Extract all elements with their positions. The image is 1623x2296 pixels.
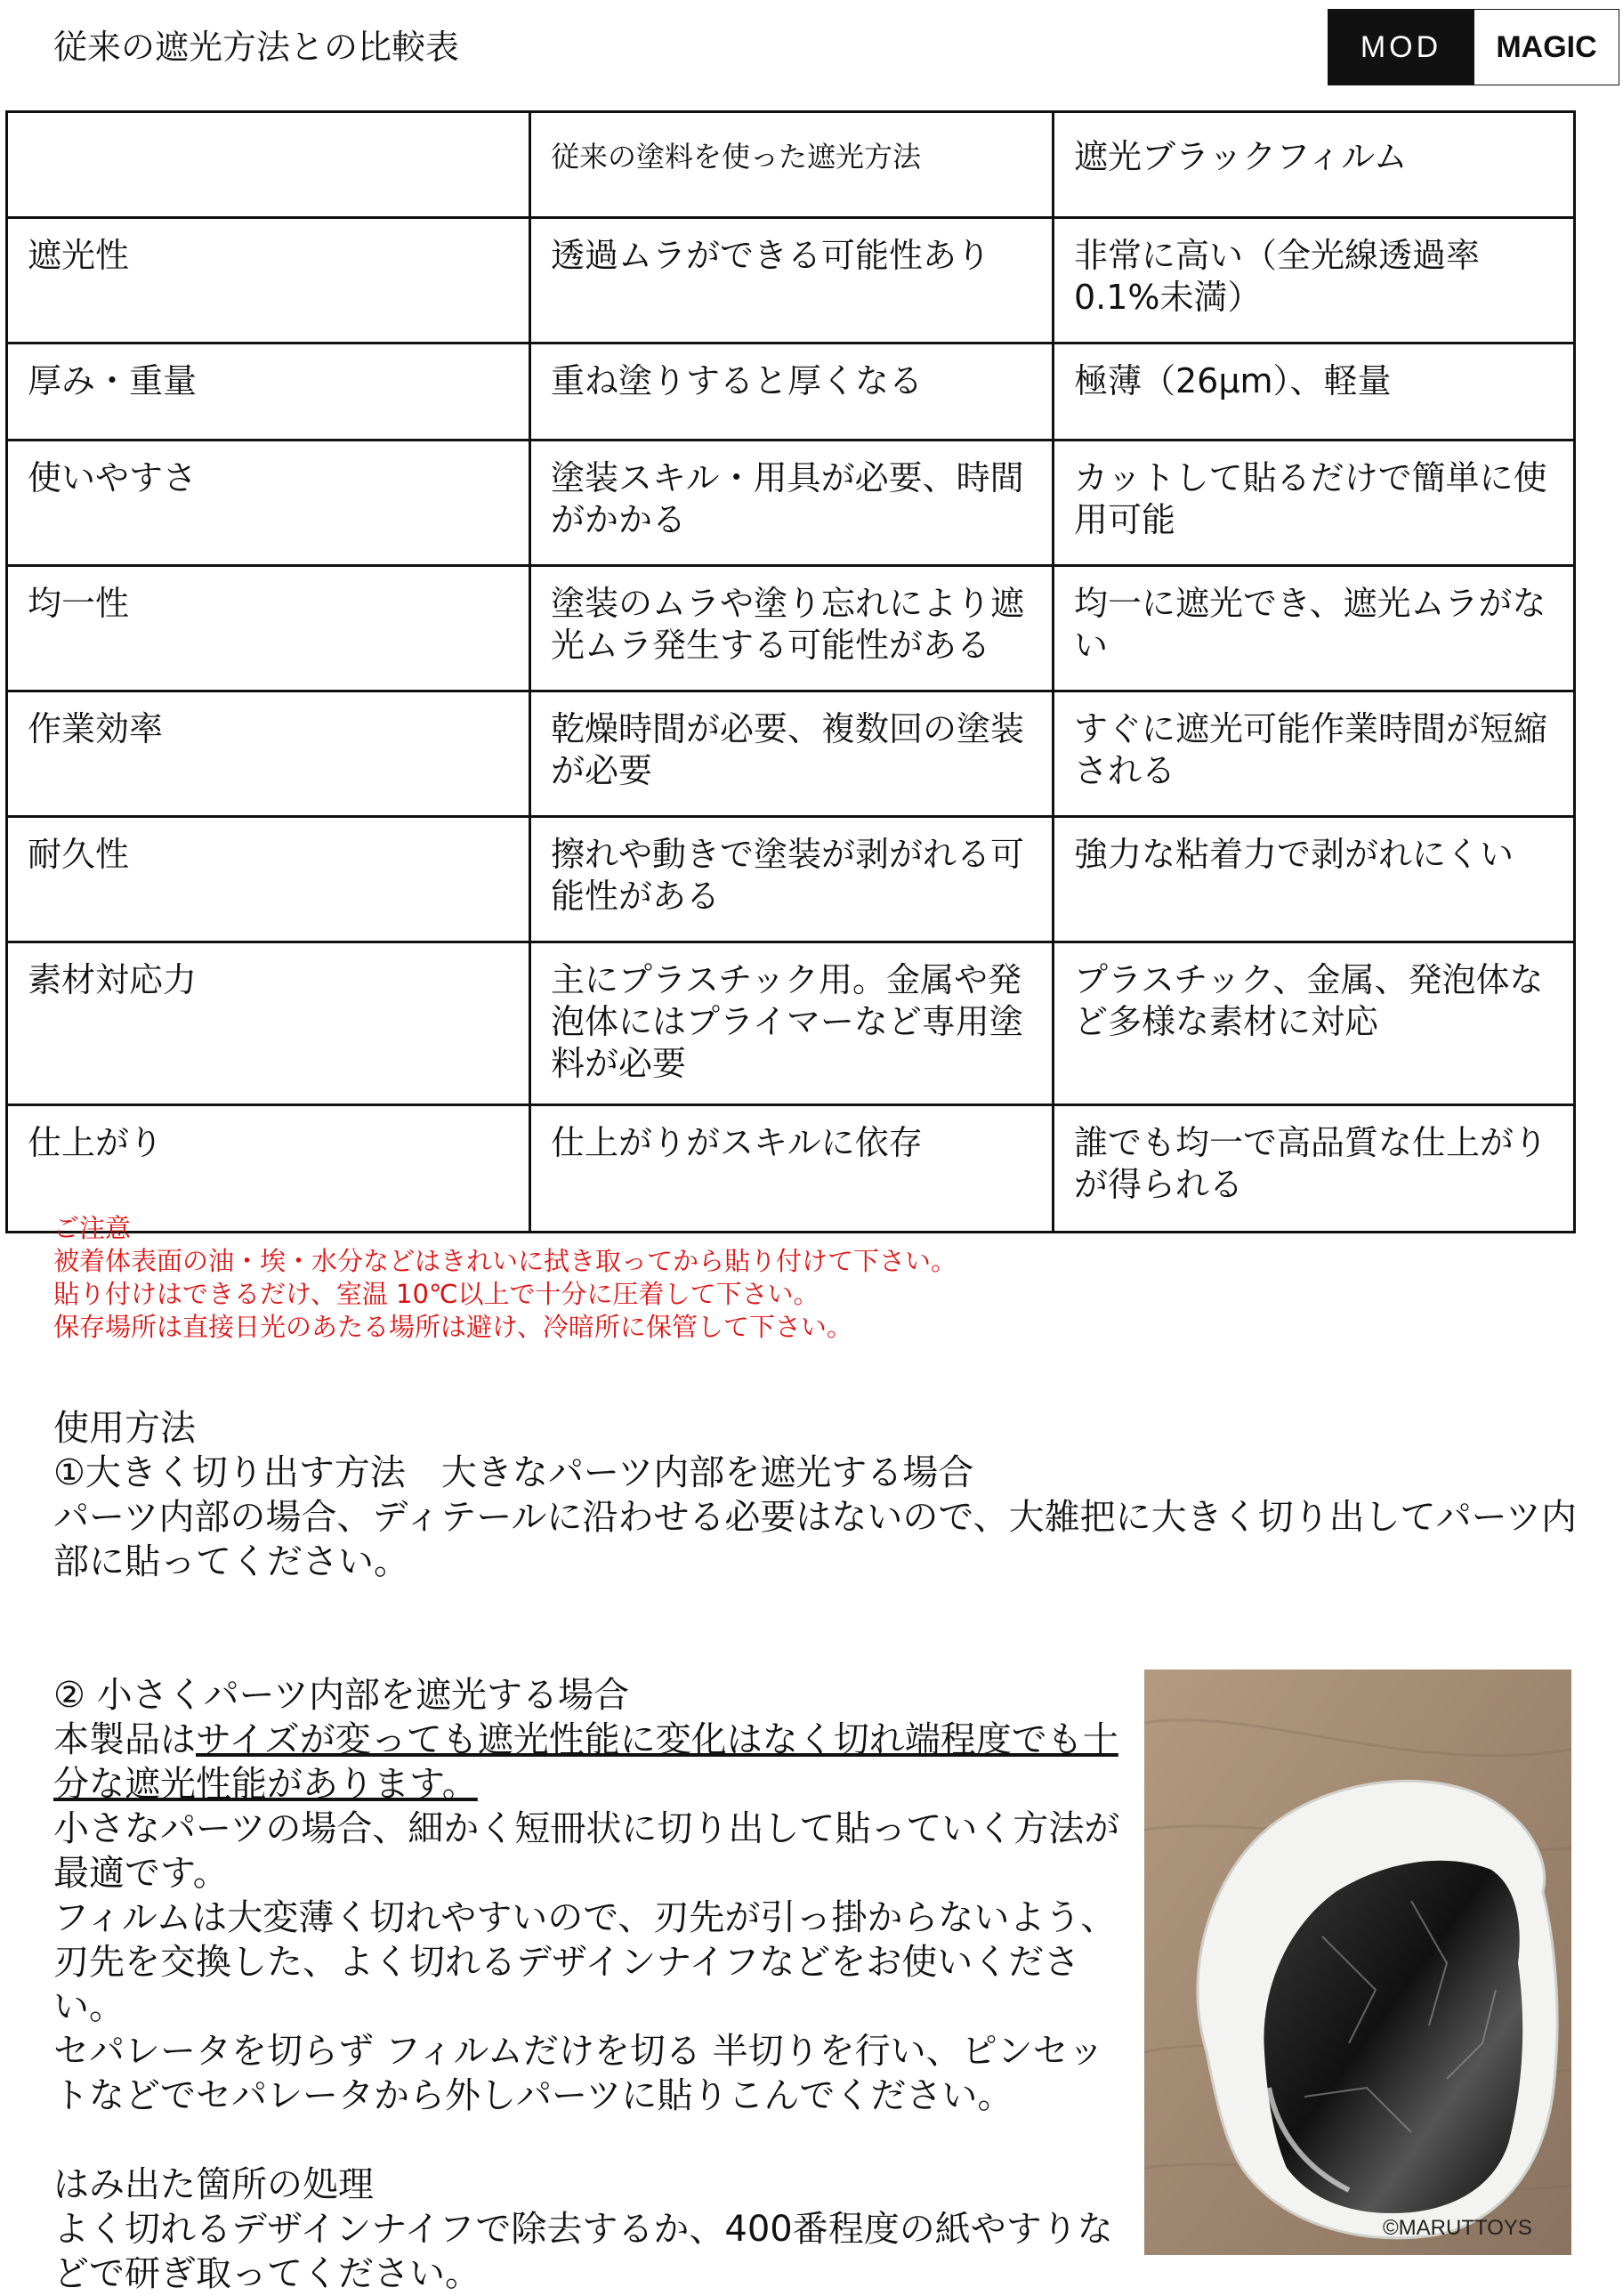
film-cell: 強力な粘着力で剥がれにくい <box>1054 817 1575 942</box>
product-photo-illustration <box>1144 1669 1571 2255</box>
row-label: 使いやすさ <box>7 441 530 566</box>
method2-performance-note <box>53 1718 1121 1807</box>
table-row <box>7 817 1575 942</box>
film-cell: カットして貼るだけで簡単に使用可能 <box>1054 441 1575 566</box>
table-row <box>7 344 1575 441</box>
column-header-empty <box>7 112 530 218</box>
method2-underlined-note: サイズが変っても遮光性能に変化はなく切れ端程度でも十分な遮光性能があります。 <box>53 1719 1118 1805</box>
method2-section <box>53 1673 1121 2296</box>
film-cell: すぐに遮光可能作業時間が短縮される <box>1054 691 1575 817</box>
film-cell: 誰でも均一で高品質な仕上がりが得られる <box>1054 1105 1575 1233</box>
table-row <box>7 441 1575 566</box>
caution-line: 貼り付けはできるだけ、室温 10℃以上で十分に圧着して下さい。 <box>53 1279 820 1309</box>
method2-text-3: セパレータを切らず フィルムだけを切る 半切りを行い、ピンセットなどでセパレータから外しパーツに貼りこんでください。 <box>53 2031 1104 2116</box>
paint-cell: 塗装のムラや塗り忘れにより遮光ムラ発生する可能性がある <box>530 566 1054 691</box>
row-label: 均一性 <box>7 566 530 691</box>
overflow-text: よく切れるデザインナイフで除去するか、400番程度の紙やすりなどで研ぎ取ってください。 <box>53 2209 1113 2294</box>
row-label: 素材対応力 <box>7 942 530 1105</box>
caution-title: ご注意 <box>53 1213 132 1243</box>
row-label: 遮光性 <box>7 218 530 344</box>
film-cell: プラスチック、金属、発泡体など多様な素材に対応 <box>1054 942 1575 1105</box>
caution-line: 保存場所は直接日光のあたる場所は避け、冷暗所に保管して下さい。 <box>53 1312 852 1342</box>
table-row <box>7 691 1575 817</box>
paint-cell: 仕上がりがスキルに依存 <box>530 1105 1054 1233</box>
usage-section <box>53 1406 1602 1584</box>
table-row <box>7 942 1575 1105</box>
paint-cell: 重ね塗りすると厚くなる <box>530 344 1054 441</box>
paint-cell: 擦れや動きで塗装が剥がれる可能性がある <box>530 817 1054 942</box>
method1-title: ①大きく切り出す方法 大きなパーツ内部を遮光する場合 <box>53 1452 974 1493</box>
column-header-film: 遮光ブラックフィルム <box>1054 112 1575 218</box>
paint-cell: 塗装スキル・用具が必要、時間がかかる <box>530 441 1054 566</box>
photo-credit: ©MARUTTOYS <box>1383 2216 1532 2240</box>
table-header-row <box>7 112 1575 218</box>
page-title: 従来の遮光方法との比較表 <box>53 28 460 67</box>
column-header-paint: 従来の塗料を使った遮光方法 <box>530 112 1054 218</box>
film-cell: 均一に遮光でき、遮光ムラがない <box>1054 566 1575 691</box>
paint-cell: 主にプラスチック用。金属や発泡体にはプライマーなど専用塗料が必要 <box>530 942 1054 1105</box>
method2-title: ② 小さくパーツ内部を遮光する場合 <box>53 1675 629 1716</box>
paint-cell: 透過ムラができる可能性あり <box>530 218 1054 344</box>
comparison-table <box>5 110 1576 1233</box>
caution-line: 被着体表面の油・埃・水分などはきれいに拭き取ってから貼り付けて下さい。 <box>53 1246 957 1276</box>
table-row <box>7 566 1575 691</box>
film-cell: 非常に高い（全光線透過率 0.1%未満） <box>1054 218 1575 344</box>
row-label: 厚み・重量 <box>7 344 530 441</box>
logo-magic-text: MAGIC <box>1474 9 1619 85</box>
method1-text: パーツ内部の場合、ディテールに沿わせる必要はないので、大雑把に大きく切り出してパーツ内部に貼ってください。 <box>53 1497 1577 1582</box>
usage-title: 使用方法 <box>53 1408 196 1449</box>
method2-text-2: フィルムは大変薄く切れやすいので、刃先が引っ掛からないよう、刃先を交換した、よく切れるデザインナイフなどをお使いください。 <box>53 1897 1117 2027</box>
overflow-title: はみ出た箇所の処理 <box>53 2164 374 2205</box>
method2-lead: 本製品は <box>53 1719 196 1760</box>
row-label: 仕上がり <box>7 1105 530 1233</box>
row-label: 作業効率 <box>7 691 530 817</box>
brand-logo <box>1328 9 1619 85</box>
row-label: 耐久性 <box>7 817 530 942</box>
table-row <box>7 218 1575 344</box>
film-cell: 極薄（26μm）、軽量 <box>1054 344 1575 441</box>
method2-text-1: 小さなパーツの場合、細かく短冊状に切り出して貼っていく方法が最適です。 <box>53 1808 1120 1894</box>
paint-cell: 乾燥時間が必要、複数回の塗装が必要 <box>530 691 1054 817</box>
caution-notice <box>53 1212 957 1344</box>
product-photo <box>1144 1669 1571 2255</box>
logo-mod-text: MOD <box>1328 9 1474 85</box>
